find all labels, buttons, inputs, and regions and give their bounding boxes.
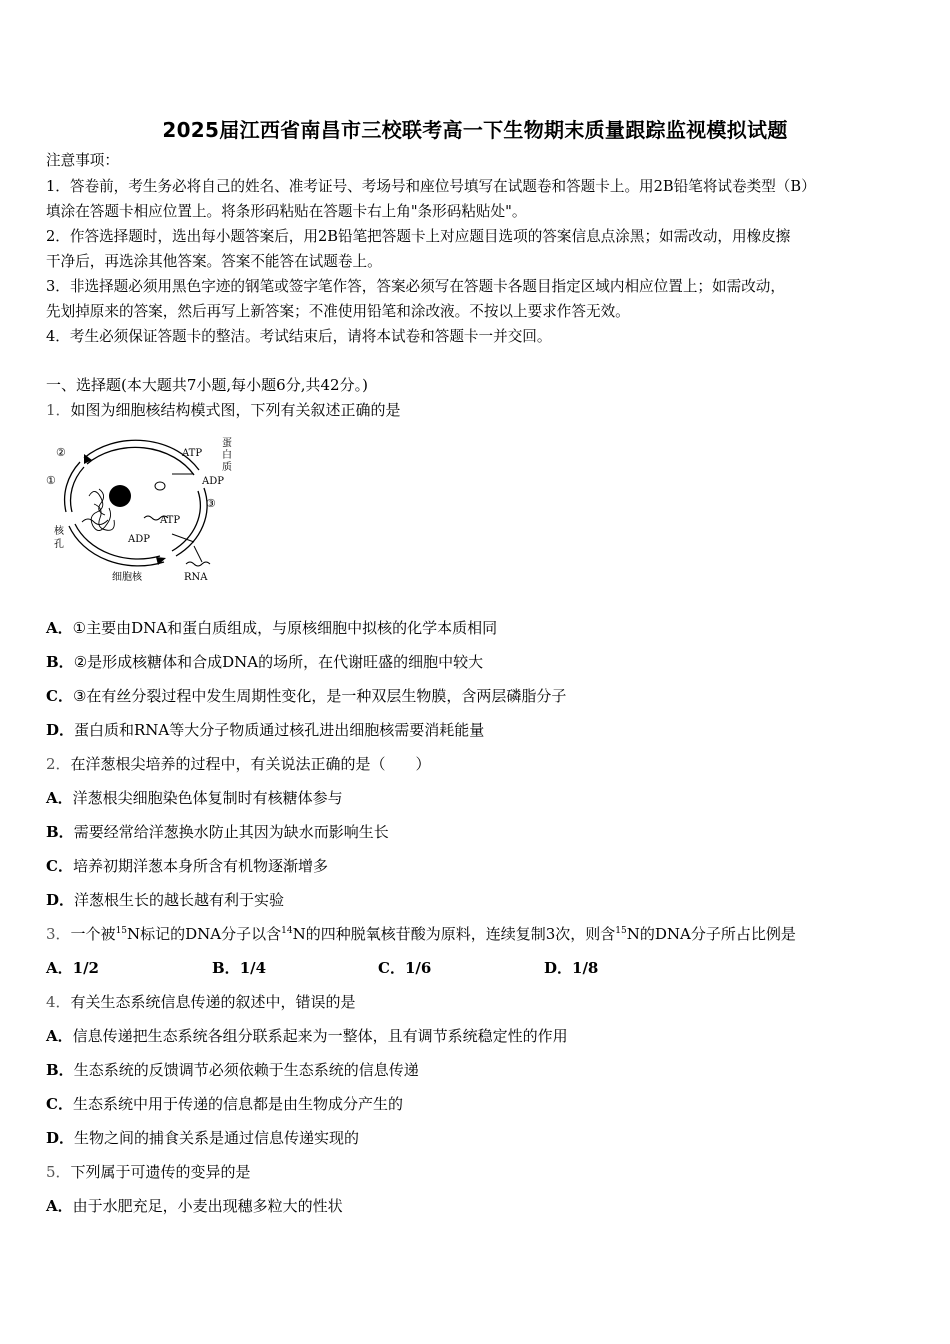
option-key: D． — [46, 1129, 75, 1147]
option-text: 培养初期洋葱本身所含有机物逐渐增多 — [72, 857, 328, 875]
option-c[interactable] — [46, 1094, 403, 1114]
question-number: 5． — [46, 1163, 71, 1181]
option-text: ①主要由DNA和蛋白质组成，与原核细胞中拟核的化学本质相同 — [72, 619, 498, 637]
question-text: N的四种脱氧核苷酸为原料，连续复制3次，则含 — [292, 925, 616, 943]
protein-icon — [155, 482, 165, 490]
question-3 — [46, 924, 796, 944]
notes-line: 1．答卷前，考生务必将自己的姓名、准考证号、考场号和座位号填写在试题卷和答题卡上。用2B铅笔将试卷类型（B） — [46, 178, 816, 195]
label-2: ② — [56, 446, 66, 459]
option-key: A． — [46, 959, 73, 977]
section-heading: 一、选择题(本大题共7小题,每小题6分,共42分。) — [46, 376, 368, 394]
page-title: 2025届江西省南昌市三校联考高一下生物期末质量跟踪监视模拟试题 — [162, 118, 788, 142]
option-c[interactable] — [46, 686, 566, 706]
option-key: B． — [212, 959, 240, 977]
option-key: B． — [46, 823, 74, 841]
option-key: A． — [46, 619, 73, 637]
option-row — [46, 958, 710, 978]
option-text: 1/6 — [404, 959, 432, 977]
question-4 — [46, 992, 356, 1012]
label-protein: 质 — [222, 462, 232, 473]
option-d[interactable] — [46, 1128, 359, 1148]
question-text: 下列属于可遗传的变异的是 — [70, 1163, 251, 1181]
option-text: 需要经常给洋葱换水防止其因为缺水而影响生长 — [73, 823, 389, 841]
label-pore: 孔 — [54, 539, 64, 550]
question-number: 1． — [46, 401, 71, 419]
option-d[interactable] — [544, 958, 710, 978]
question-number: 2． — [46, 755, 71, 773]
option-text: 洋葱根生长的越长越有利于实验 — [74, 891, 285, 909]
option-key: A． — [46, 789, 73, 807]
option-d[interactable] — [46, 720, 484, 740]
superscript: 15 — [115, 926, 128, 936]
label-rna: RNA — [184, 572, 208, 583]
label-atp: ATP — [182, 448, 203, 459]
label-nucleus: 细胞核 — [112, 572, 142, 583]
option-key: C． — [46, 687, 73, 705]
question-text: N的DNA分子所占比例是 — [626, 925, 796, 943]
question-number: 4． — [46, 993, 71, 1011]
label-pore: 核 — [54, 526, 64, 537]
option-b[interactable] — [46, 1060, 419, 1080]
question-text: 在洋葱根尖培养的过程中，有关说法正确的是（ ） — [70, 755, 431, 773]
option-a[interactable] — [46, 618, 497, 638]
notes-line: 先划掉原来的答案，然后再写上新答案；不准使用铅笔和涂改液。不按以上要求作答无效。 — [46, 303, 630, 320]
arrow-icon — [194, 546, 202, 562]
option-key: C． — [46, 1095, 73, 1113]
notes-line: 4．考生必须保证答题卡的整洁。考试结束后，请将本试卷和答题卡一并交回。 — [46, 328, 552, 345]
question-text: 如图为细胞核结构模式图，下列有关叙述正确的是 — [70, 401, 401, 419]
option-text: 1/8 — [572, 959, 599, 977]
option-text: 信息传递把生态系统各组分联系起来为一整体，且有调节系统稳定性的作用 — [72, 1027, 568, 1045]
option-key: A． — [46, 1197, 73, 1215]
option-key: B． — [46, 653, 74, 671]
superscript: 14 — [281, 926, 293, 936]
option-text: ③在有丝分裂过程中发生周期性变化，是一种双层生物膜，含两层磷脂分子 — [72, 687, 567, 705]
option-text: ②是形成核糖体和合成DNA的场所，在代谢旺盛的细胞中较大 — [73, 653, 484, 671]
option-b[interactable] — [212, 958, 378, 978]
question-number: 3． — [46, 925, 71, 943]
superscript: 15 — [615, 926, 627, 936]
option-text: 1/2 — [72, 959, 99, 977]
nucleus-diagram — [44, 434, 234, 586]
label-3: ③ — [206, 497, 216, 510]
question-1 — [46, 400, 401, 420]
label-adp: ADP — [202, 476, 224, 487]
label-atp: ATP — [160, 515, 181, 526]
option-d[interactable] — [46, 890, 284, 910]
option-a[interactable] — [46, 958, 212, 978]
option-c[interactable] — [378, 958, 544, 978]
option-c[interactable] — [46, 856, 328, 876]
question-text: 有关生态系统信息传递的叙述中，错误的是 — [70, 993, 356, 1011]
notes-heading: 注意事项： — [46, 152, 119, 169]
option-key: D． — [46, 721, 75, 739]
question-text: N标记的DNA分子以含 — [127, 925, 282, 943]
option-text: 由于水肥充足，小麦出现穗多粒大的性状 — [72, 1197, 343, 1215]
notes-line: 干净后，再选涂其他答案。答案不能答在试题卷上。 — [46, 253, 382, 270]
label-protein: 蛋 — [222, 438, 232, 449]
option-text: 生态系统中用于传递的信息都是由生物成分产生的 — [72, 1095, 403, 1113]
option-b[interactable] — [46, 652, 483, 672]
option-text: 生物之间的捕食关系是通过信息传递实现的 — [74, 1129, 360, 1147]
option-key: C． — [46, 857, 73, 875]
option-text: 1/4 — [239, 959, 267, 977]
label-adp: ADP — [128, 534, 150, 545]
notes-line: 2．作答选择题时，选出每小题答案后，用2B铅笔把答题卡上对应题目选项的答案信息点涂黑；如需改动，用橡皮擦 — [46, 228, 791, 245]
option-a[interactable] — [46, 788, 343, 808]
notes-line: 3．非选择题必须用黑色字迹的钢笔或签字笔作答，答案必须写在答题卡各题目指定区域内相应位置上；如需改动， — [46, 278, 785, 295]
option-key: C． — [378, 959, 405, 977]
option-a[interactable] — [46, 1026, 568, 1046]
label-protein: 白 — [222, 450, 232, 461]
option-key: D． — [544, 959, 573, 977]
question-2 — [46, 754, 431, 774]
option-text: 蛋白质和RNA等大分子物质通过核孔进出细胞核需要消耗能量 — [74, 721, 485, 739]
notes-line: 填涂在答题卡相应位置上。将条形码粘贴在答题卡右上角"条形码粘贴处"。 — [46, 203, 527, 220]
option-key: B． — [46, 1061, 74, 1079]
option-key: A． — [46, 1027, 73, 1045]
rna-strand — [186, 562, 210, 566]
option-b[interactable] — [46, 822, 389, 842]
option-key: D． — [46, 891, 75, 909]
option-text: 生态系统的反馈调节必须依赖于生态系统的信息传递 — [73, 1061, 419, 1079]
label-1: ① — [46, 474, 56, 487]
nucleolus — [109, 485, 131, 507]
option-a[interactable] — [46, 1196, 343, 1216]
option-text: 洋葱根尖细胞染色体复制时有核糖体参与 — [72, 789, 343, 807]
question-5 — [46, 1162, 251, 1182]
question-text: 一个被 — [70, 925, 116, 943]
